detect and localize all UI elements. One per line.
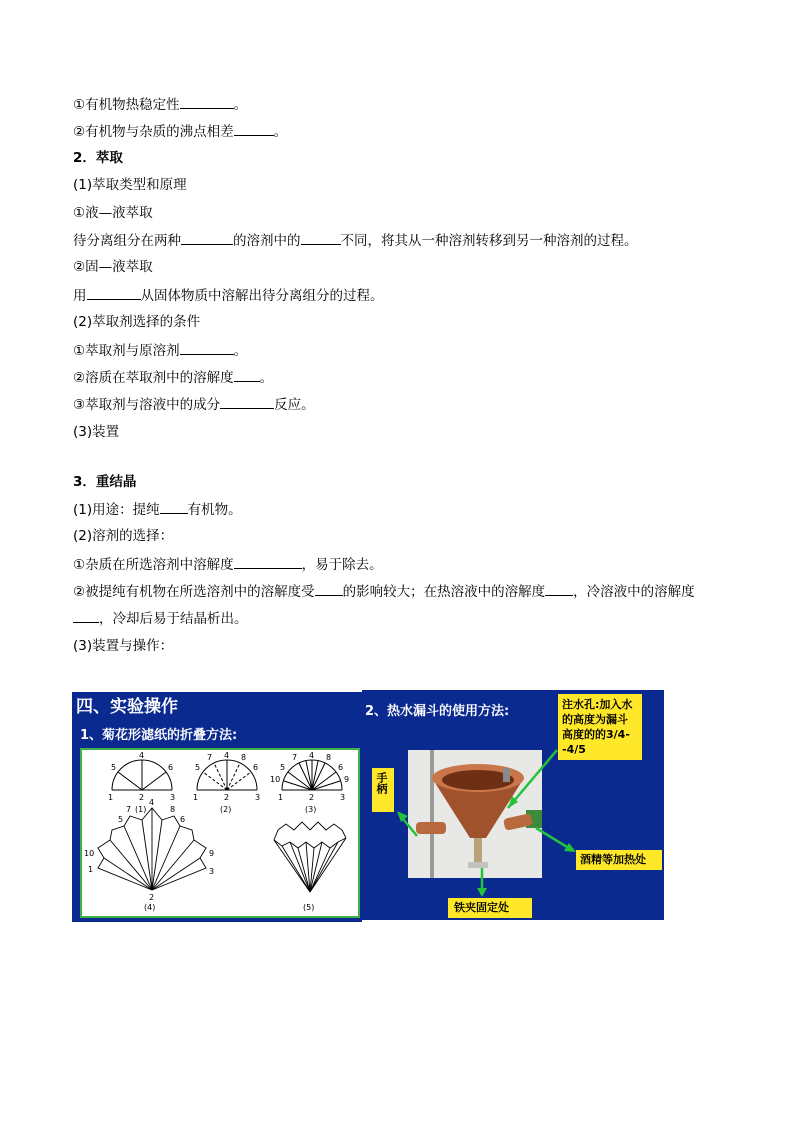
line-1: ①有机物热稳定性 。 — [73, 94, 247, 115]
line-4: ①液—液萃取 — [73, 205, 153, 221]
line-8: (2)萃取剂选择的条件 — [73, 314, 201, 330]
num-label: 5 — [118, 815, 124, 824]
num-label: 5 — [111, 763, 117, 772]
num-label: 10 — [84, 849, 95, 858]
num-label: 5 — [280, 763, 286, 772]
line-13: (1)用途：提纯 有机物。 — [73, 499, 242, 520]
num-label: 7 — [126, 805, 132, 814]
fold-step-5 — [274, 822, 346, 892]
num-label: 2 — [224, 793, 230, 802]
hot-water-funnel-photo — [408, 750, 542, 878]
step-label: (2) — [220, 805, 232, 814]
arrowhead — [564, 843, 576, 852]
line-2: ②有机物与杂质的沸点相差 。 — [73, 121, 287, 142]
num-label: 3 — [170, 793, 176, 802]
arrowhead — [477, 888, 487, 897]
line-16: ②被提纯有机物在所选溶剂中的溶解度受 的影响较大；在热溶液中的溶解度 ，冷溶液中的溶解度 — [73, 581, 695, 602]
blank[interactable] — [160, 499, 188, 514]
fold-step-3 — [282, 760, 342, 790]
blank[interactable] — [220, 394, 274, 409]
num-label: 9 — [209, 849, 215, 858]
blank[interactable] — [73, 608, 99, 623]
num-label: 8 — [326, 753, 332, 762]
num-label: 2 — [309, 793, 315, 802]
blank[interactable] — [180, 94, 234, 109]
blank[interactable] — [234, 554, 302, 569]
blank[interactable] — [87, 285, 141, 300]
num-label: 4 — [224, 751, 230, 760]
step-label: (3) — [305, 805, 317, 814]
num-label: 7 — [292, 753, 298, 762]
blank[interactable] — [545, 581, 573, 596]
handle-label: 手柄 — [372, 768, 394, 812]
blank[interactable] — [181, 230, 233, 245]
line-5: 待分离组分在两种 的溶剂中的 不同，将其从一种溶剂转移到另一种溶剂的过程。 — [73, 230, 638, 251]
num-label: 7 — [207, 753, 213, 762]
num-label: 4 — [139, 751, 145, 760]
blank[interactable] — [180, 340, 234, 355]
arrowhead — [397, 811, 408, 822]
num-label: 6 — [253, 763, 259, 772]
heading-extraction: 2．萃取 — [73, 150, 123, 166]
num-label: 3 — [209, 867, 215, 876]
experiment-figure — [72, 690, 664, 920]
figure-title: 四、实验操作 — [76, 697, 178, 717]
step-label: (5) — [303, 903, 315, 912]
num-label: 6 — [338, 763, 344, 772]
fold-diagram — [82, 750, 358, 916]
num-label: 2 — [149, 893, 155, 902]
heading-recrystallization: 3．重结晶 — [73, 474, 137, 490]
fold-step-1 — [112, 760, 172, 790]
fold-panel — [72, 690, 362, 922]
fold-diagram-box — [80, 748, 360, 918]
num-label: 1 — [88, 865, 94, 874]
num-label: 3 — [340, 793, 346, 802]
num-label: 5 — [195, 763, 201, 772]
blank[interactable] — [315, 581, 343, 596]
step-label: (4) — [144, 903, 156, 912]
num-label: 10 — [270, 775, 281, 784]
step-label: (1) — [135, 805, 147, 814]
clamp-point-label: 铁夹固定处 — [448, 898, 532, 918]
num-label: 4 — [149, 798, 155, 807]
line-11: ③萃取剂与溶液中的成分 反应。 — [73, 394, 315, 415]
num-label: 6 — [168, 763, 174, 772]
blank[interactable] — [234, 367, 260, 382]
num-label: 1 — [278, 793, 284, 802]
line-3: (1)萃取类型和原理 — [73, 177, 187, 193]
num-label: 6 — [180, 815, 186, 824]
num-label: 8 — [170, 805, 176, 814]
line-10: ②溶质在萃取剂中的溶解度 。 — [73, 367, 273, 388]
blank[interactable] — [234, 121, 274, 136]
line-14: (2)溶剂的选择： — [73, 528, 174, 544]
fold-method-title: 1、菊花形滤纸的折叠方法: — [80, 728, 238, 743]
line-9: ①萃取剂与原溶剂 。 — [73, 340, 247, 361]
line-15: ①杂质在所选溶剂中溶解度 ，易于除去。 — [73, 554, 383, 575]
funnel-illustration — [408, 750, 542, 878]
num-label: 1 — [193, 793, 199, 802]
line-12: (3)装置 — [73, 424, 120, 440]
num-label: 8 — [241, 753, 247, 762]
line-7: 用 从固体物质中溶解出待分离组分的过程。 — [73, 285, 384, 306]
line-6: ②固—液萃取 — [73, 259, 153, 275]
num-label: 3 — [255, 793, 261, 802]
funnel-method-title: 2、热水漏斗的使用方法: — [365, 704, 510, 719]
fold-step-4 — [98, 808, 206, 890]
heat-point-label: 酒精等加热处 — [576, 850, 662, 870]
num-label: 2 — [139, 793, 145, 802]
num-label: 1 — [108, 793, 114, 802]
num-label: 9 — [344, 775, 350, 784]
line-18: (3)装置与操作： — [73, 638, 174, 654]
inlet-note-label: 注水孔:加入水的高度为漏斗高度的的3/4--4/5 — [558, 694, 642, 760]
fold-step-2 — [197, 760, 257, 790]
line-17: ，冷却后易于结晶析出。 — [73, 608, 248, 629]
num-label: 4 — [309, 751, 315, 760]
blank[interactable] — [301, 230, 341, 245]
